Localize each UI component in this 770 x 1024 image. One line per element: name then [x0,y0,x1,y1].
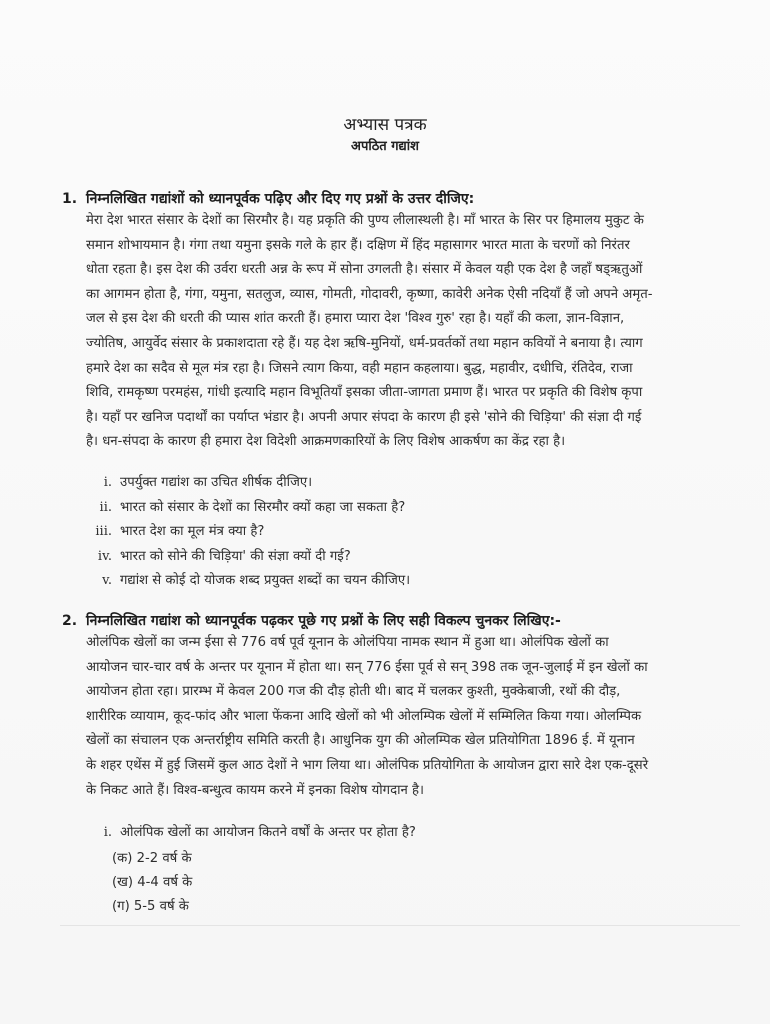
question-1-item [84,472,724,497]
item-number: i. [103,475,112,490]
item-number: iii. [95,524,112,539]
passage-1-line: ज्योतिष, आयुर्वेद संसार के प्रकाशदाता रहे हैं। यह देश ऋषि-मुनियों, धर्म-प्रवर्तकों तथा महान कवियों ने बनाया है। त्याग [86,335,643,351]
item-text: भारत देश का मूल मंत्र क्या है? [120,524,265,539]
item-number: i. [103,825,112,840]
question-2-number: 2. [62,613,78,629]
question-2-instruction: निम्नलिखित गद्यांश को ध्यानपूर्वक पढ़कर पूछे गए प्रश्नों के लिए सही विकल्प चुनकर लिखिए:- [86,613,561,629]
passage-2-line: शारीरिक व्यायाम, कूद-फांद और भाला फेंकना आदि खेलों को भी ओलम्पिक खेलों में सम्मिलित किया गया। ओलम्पिक [86,708,642,724]
question-1-heading [62,189,742,208]
question-2-item [84,822,724,847]
passage-2-line: खेलों का संचालन एक अन्तर्राष्ट्रीय समिति करती है। आधुनिक युग की ओलम्पिक खेल प्रतियोगिता 1896 ई. में यूनान [86,733,635,749]
answer-option: (क) 2-2 वर्ष के [112,851,192,866]
passage-2 [86,631,738,803]
question-2-list [84,822,724,847]
passage-1-line: का आगमन होता है, गंगा, यमुना, सतलुज, व्यास, गोमती, गोदावरी, कृष्णा, कावेरी अनेक ऐसी नदियाँ हैं जो अपने अमृत- [86,286,653,302]
passage-2-line: आयोजन होता रहा। प्रारम्भ में केवल 200 गज की दौड़ होती थी। बाद में चलकर कुश्ती, मुक्केबाजी, रथों की दौड़, [86,684,621,700]
item-text: उपर्युक्त गद्यांश का उचित शीर्षक दीजिए। [120,475,313,490]
passage-2-line: के निकट आते हैं। विश्व-बन्धुत्व कायम करने में इनका विशेष योगदान है। [86,782,425,798]
question-1-list [84,472,724,595]
passage-1-line: है। यहाँ पर खनिज पदार्थों का पर्याप्त भंडार है। अपनी अपार संपदा के कारण ही इसे 'सोने की चिड़िया' की संज्ञा दी गई [86,409,642,425]
bottom-divider [60,925,740,926]
passage-1-line: धोता रहता है। इस देश की उर्वरा धरती अन्न के रूप में सोना उगलती है। संसार में केवल यही एक देश है जहाँ षड्ऋतुओं [86,262,643,278]
item-text: ओलंपिक खेलों का आयोजन कितने वर्षों के अन्तर पर होता है? [120,825,416,840]
item-number: v. [102,573,112,588]
passage-1-line: हमारे देश का सदैव से मूल मंत्र रहा है। जिसने त्याग किया, वही महान कहलाया। बुद्ध, महावीर, दधीचि, रंतिदेव, राजा [86,360,633,376]
question-1-number: 1. [62,191,78,207]
item-text: भारत को संसार के देशों का सिरमौर क्यों कहा जा सकता है? [120,499,406,515]
question-2-heading [62,611,742,630]
item-text: गद्यांश से कोई दो योजक शब्द प्रयुक्त शब्दों का चयन कीजिए। [120,573,411,588]
item-number: iv. [97,548,112,564]
item-number: ii. [99,499,112,515]
passage-2-line: के शहर एथेंस में हुई जिसमें कुल आठ देशों ने भाग लिया था। ओलंपिक प्रतियोगिता के आयोजन द्वारा सारे देश एक-दूसरे [86,757,649,773]
passage-2-line: आयोजन चार-चार वर्ष के अन्तर पर यूनान में होता था। सन् 776 ईसा पूर्व से सन् 398 तक जून-जुलाई में इन खेलों का [86,659,648,675]
question-1-item [84,570,724,595]
answer-option: (ख) 4-4 वर्ष के [112,875,193,890]
answer-options [112,848,192,920]
passage-1-line: शिवि, रामकृष्ण परमहंस, गांधी इत्यादि महान विभूतियाँ इसका जीता-जागता प्रमाण हैं। भारत पर प्रकृति की विशेष कृपा [86,385,643,401]
passage-1-line: जल से इस देश की धरती की प्यास शांत करती हैं। हमारा प्यारा देश 'विश्व गुरु' रहा है। यहाँ की कला, ज्ञान-विज्ञान, [86,311,625,327]
item-text: भारत को सोने की चिड़िया' की संज्ञा क्यों दी गई? [120,548,351,564]
answer-option: (ग) 5-5 वर्ष के [112,899,189,914]
passage-1 [86,209,738,455]
passage-1-line: समान शोभायमान है। गंगा तथा यमुना इसके गले के हार हैं। दक्षिण में हिंद महासागर भारत माता के चरणों को निरंतर [86,237,630,253]
passage-1-line: मेरा देश भारत संसार के देशों का सिरमौर है। यह प्रकृति की पुण्य लीलास्थली है। माँ भारत के सिर पर हिमालय मुकुट के [86,213,644,228]
page-title: अभ्यास पत्रक [343,115,427,135]
question-1-item [84,546,724,571]
passage-2-line: ओलंपिक खेलों का जन्म ईसा से 776 वर्ष पूर्व यूनान के ओलंपिया नामक स्थान में हुआ था। ओलंपिक खेलों का [86,635,609,650]
question-1-item [84,497,724,522]
question-1-instruction: निम्नलिखित गद्यांशों को ध्यानपूर्वक पढ़िए और दिए गए प्रश्नों के उत्तर दीजिए: [86,191,475,207]
question-1-item [84,521,724,546]
passage-1-line: है। धन-संपदा के कारण ही हमारा देश विदेशी आक्रमणकारियों के लिए विशेष आकर्षण का केंद्र रहा है। [86,434,566,450]
page-subtitle: अपठित गद्यांश [351,139,419,154]
